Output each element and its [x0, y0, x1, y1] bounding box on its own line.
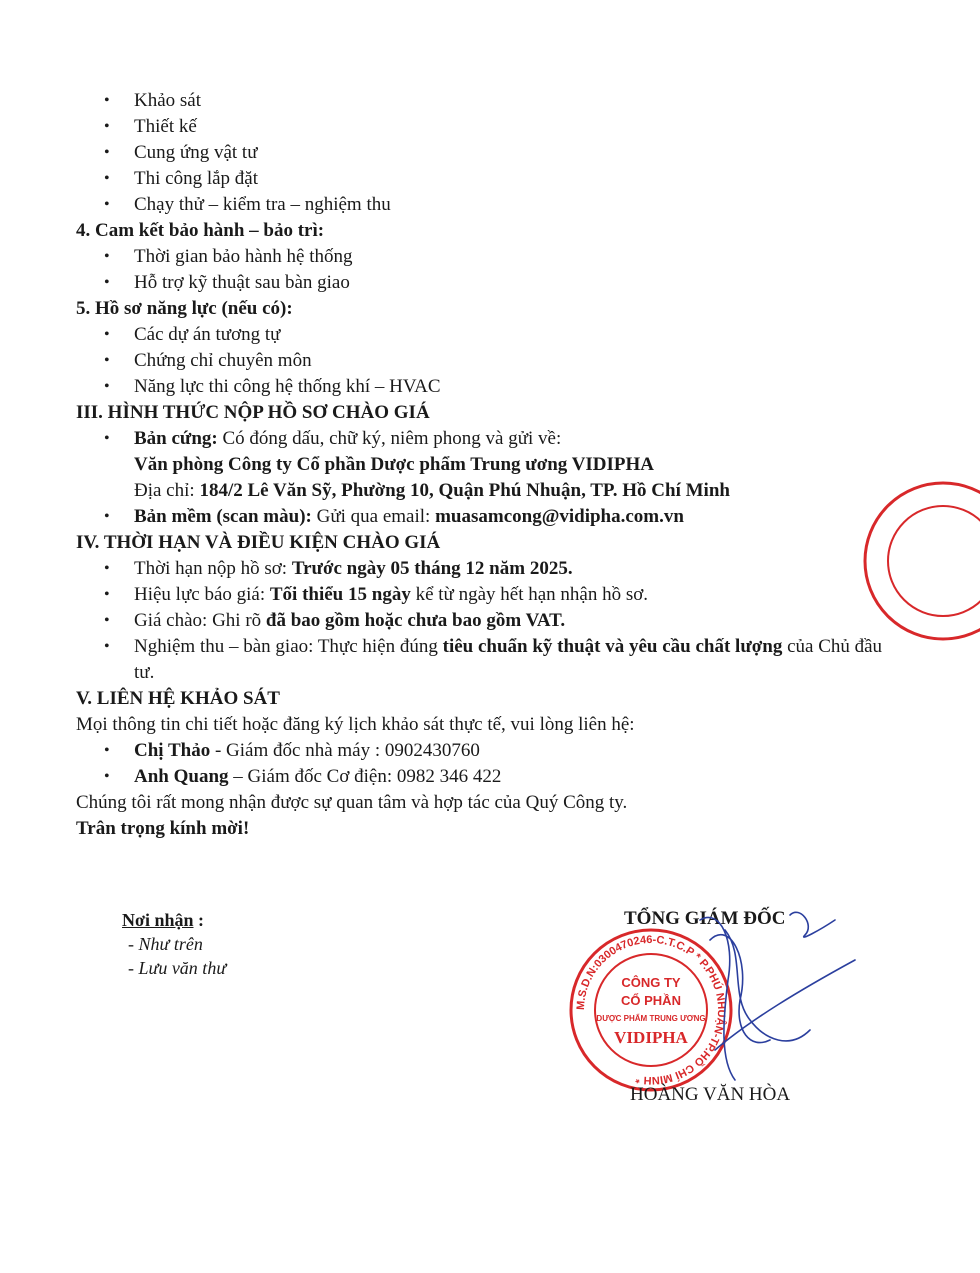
list-item	[76, 738, 896, 764]
capability-list	[76, 322, 896, 400]
contact-name: Chị Thảo	[134, 740, 211, 761]
stamp-ring-text: M.S.D.N:0300470246-C.T.C.P * P.PHÚ NHUẬN-TP.HỒ CHÍ MINH *	[574, 933, 728, 1087]
regards-text: Trân trọng kính mời!	[76, 818, 250, 839]
page-edge-stamp	[858, 476, 980, 646]
hard-copy-item	[76, 426, 896, 504]
document-body	[76, 88, 896, 842]
acceptance-label: Nghiệm thu – bàn giao: Thực hiện đúng	[134, 636, 443, 657]
office-address: 184/2 Lê Văn Sỹ, Phường 10, Quận Phú Nhuận, TP. Hồ Chí Minh	[199, 480, 730, 501]
validity-label: Hiệu lực báo giá:	[134, 584, 270, 605]
signature-stroke	[790, 912, 835, 937]
deadline-list	[76, 556, 896, 686]
signer-title: TỔNG GIÁM ĐỐC	[624, 908, 786, 929]
stamp-line: VIDIPHA	[614, 1028, 688, 1047]
signer-name: HOÀNG VĂN HÒA	[630, 1084, 791, 1105]
soft-copy-text: Gửi qua email:	[311, 506, 436, 527]
contact-detail: - Giám đốc nhà máy : 0902430760	[210, 740, 480, 761]
list-item: • Các dự án tương tự	[76, 322, 896, 348]
recipient-item: - Như trên	[128, 934, 203, 954]
validity-tail: kể từ ngày hết hạn nhận hồ sơ.	[410, 584, 649, 605]
contact-heading: V. LIÊN HỆ KHẢO SÁT	[76, 688, 280, 709]
list-item	[76, 582, 896, 608]
stamp-line: DƯỢC PHẨM TRUNG ƯƠNG	[596, 1014, 706, 1023]
deadline-label: Thời hạn nộp hồ sơ:	[134, 558, 292, 579]
contact-name: Anh Quang	[134, 766, 229, 787]
address-label: Địa chỉ:	[134, 480, 200, 501]
edge-stamp-inner-ring	[888, 506, 980, 616]
validity-value: Tối thiểu 15 ngày	[269, 584, 411, 605]
price-label: Giá chào: Ghi rõ	[134, 610, 266, 631]
submission-heading: III. HÌNH THỨC NỘP HỒ SƠ CHÀO GIÁ	[76, 402, 430, 423]
signature-stroke	[700, 917, 735, 1080]
price-value: đã bao gồm hoặc chưa bao gồm VAT.	[265, 610, 566, 631]
list-item	[76, 764, 896, 790]
hard-copy-label: Bản cứng:	[134, 428, 218, 449]
deadline-value: Trước ngày 05 tháng 12 năm 2025.	[291, 558, 573, 579]
office-name: Văn phòng Công ty Cổ phần Dược phẩm Trung ương VIDIPHA	[134, 454, 655, 475]
stamp-line: CÔNG TY	[621, 975, 681, 990]
list-item: • Thời gian bảo hành hệ thống	[76, 244, 896, 270]
signature-stroke	[710, 935, 770, 1043]
soft-copy-label: Bản mềm (scan màu):	[134, 506, 312, 527]
list-item: • Chạy thử – kiểm tra – nghiệm thu	[76, 192, 896, 218]
contact-detail: – Giám đốc Cơ điện: 0982 346 422	[228, 766, 502, 787]
list-item	[76, 556, 896, 582]
list-item: • Khảo sát	[76, 88, 896, 114]
recipients-colon: :	[193, 910, 204, 930]
recipient-item: - Lưu văn thư	[128, 958, 227, 978]
list-item	[76, 634, 896, 686]
capability-heading: 5. Hồ sơ năng lực (nếu có):	[76, 298, 293, 319]
edge-stamp-ring	[865, 483, 980, 639]
deadline-heading: IV. THỜI HẠN VÀ ĐIỀU KIỆN CHÀO GIÁ	[76, 532, 441, 553]
signature-stroke	[725, 930, 810, 1041]
list-item: • Năng lực thi công hệ thống khí – HVAC	[76, 374, 896, 400]
list-item: • Thi công lắp đặt	[76, 166, 896, 192]
list-item: • Cung ứng vật tư	[76, 140, 896, 166]
scope-list	[76, 88, 896, 218]
list-item: • Hỗ trợ kỹ thuật sau bàn giao	[76, 270, 896, 296]
acceptance-value: tiêu chuẩn kỹ thuật và yêu cầu chất lượng	[442, 636, 783, 657]
list-item	[76, 608, 896, 634]
submission-list	[76, 426, 896, 530]
recipients-title: Nơi nhận	[122, 910, 194, 930]
email-address: muasamcong@vidipha.com.vn	[435, 506, 684, 527]
acceptance-tail: của Chủ đầu tư.	[134, 636, 883, 683]
hard-copy-text: Có đóng dấu, chữ ký, niêm phong và gửi về:	[217, 428, 562, 449]
contact-list	[76, 738, 896, 790]
handwritten-signature	[690, 900, 860, 1090]
signature-stroke	[715, 960, 855, 1050]
closing-text: Chúng tôi rất mong nhận được sự quan tâm và hợp tác của Quý Công ty.	[76, 792, 628, 813]
contact-intro: Mọi thông tin chi tiết hoặc đăng ký lịch khảo sát thực tế, vui lòng liên hệ:	[76, 714, 635, 735]
stamp-line: CỔ PHẦN	[621, 993, 681, 1008]
list-item: • Thiết kế	[76, 114, 896, 140]
recipients-block	[122, 908, 226, 980]
list-item: • Chứng chỉ chuyên môn	[76, 348, 896, 374]
soft-copy-item	[76, 504, 896, 530]
warranty-list	[76, 244, 896, 296]
warranty-heading: 4. Cam kết bảo hành – bảo trì:	[76, 220, 325, 241]
